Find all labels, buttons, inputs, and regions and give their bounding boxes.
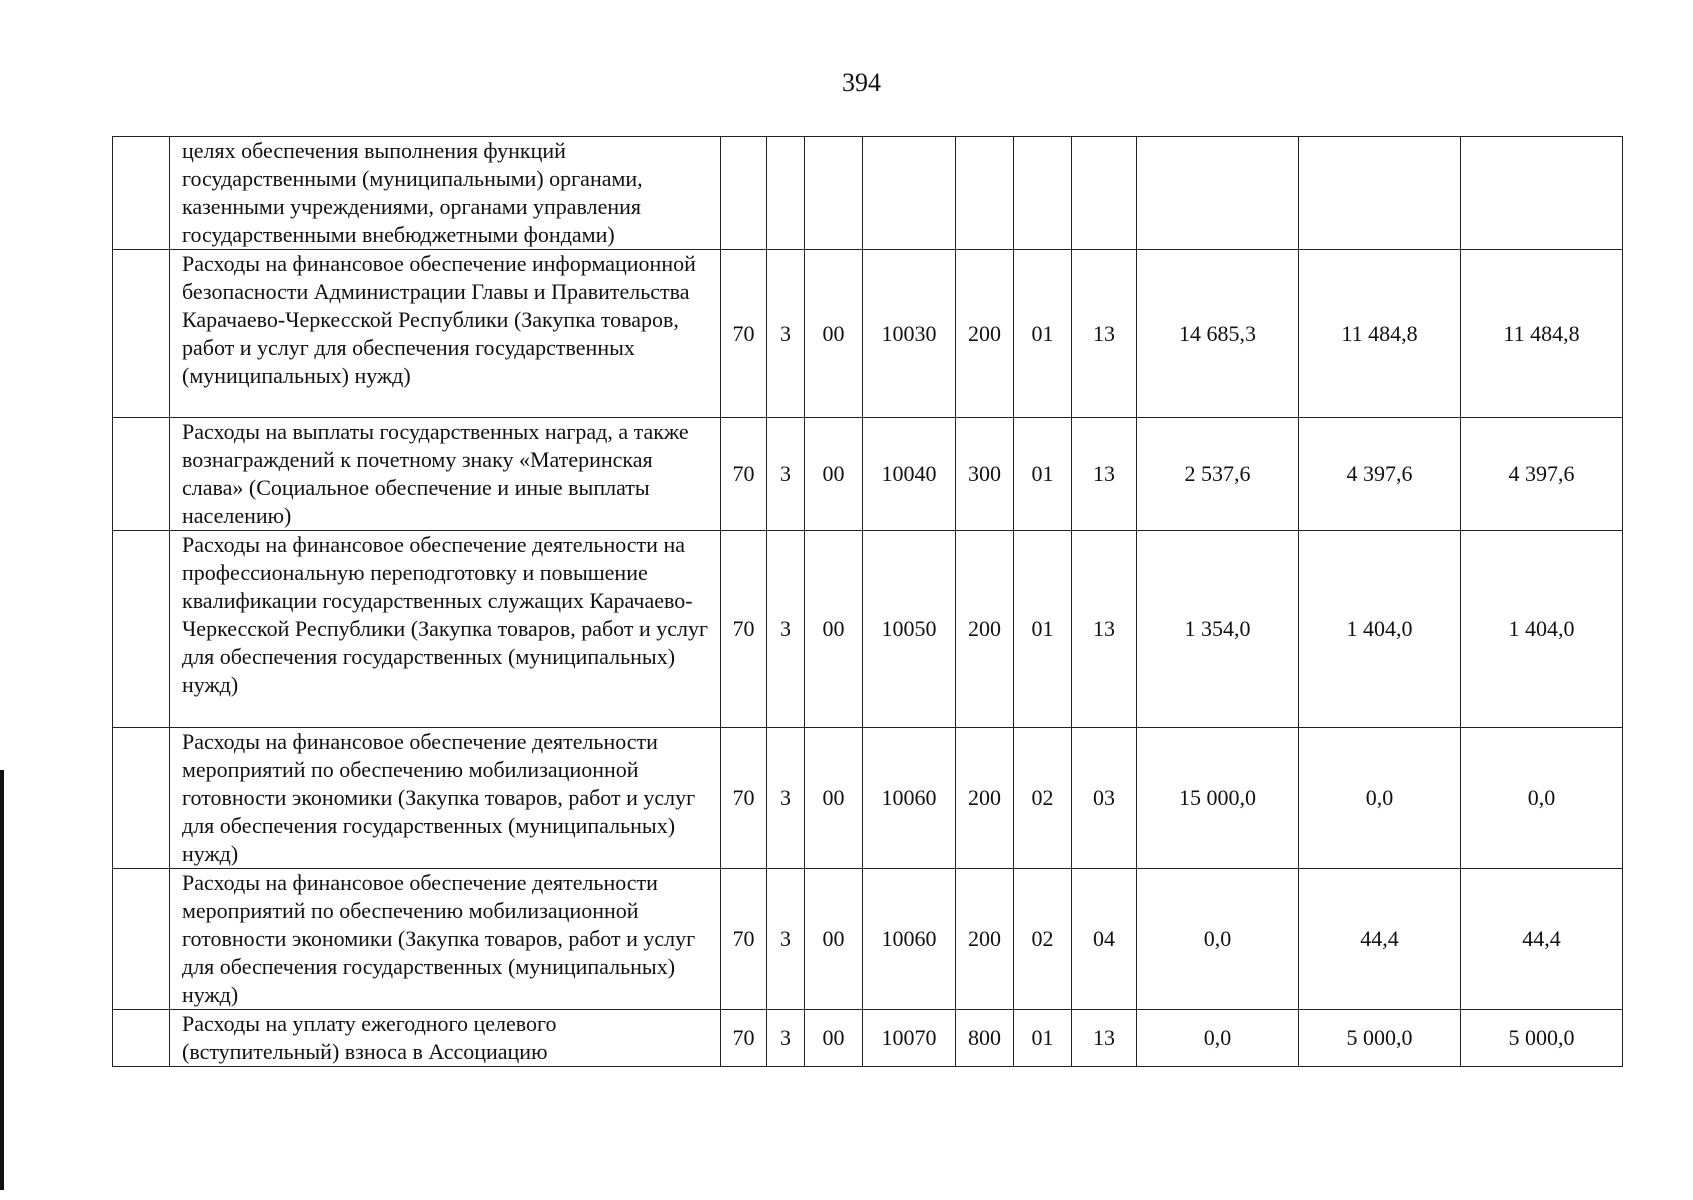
- amount-cell: 2 537,6: [1137, 418, 1299, 531]
- expense-description: Расходы на финансовое обеспечение деятельности на профессиональную переподготовку и повышение квалификации государственных служащих Карачаево-Черкесской Республики (Закупка товаров, работ и услуг для обеспечения государственных (муниципальных) нужд): [170, 531, 721, 728]
- amount-cell: 5 000,0: [1461, 1010, 1623, 1067]
- table-row: [113, 250, 1623, 418]
- code-cell: 10040: [863, 418, 956, 531]
- amount-cell: 11 484,8: [1461, 250, 1623, 418]
- code-cell: 00: [805, 418, 863, 531]
- row-number: [113, 250, 170, 418]
- code-cell: 200: [956, 531, 1014, 728]
- amount-cell: 5 000,0: [1299, 1010, 1461, 1067]
- code-cell: 70: [721, 250, 767, 418]
- amount-cell: 0,0: [1299, 728, 1461, 869]
- amount-cell: [1137, 137, 1299, 250]
- code-cell: 200: [956, 728, 1014, 869]
- code-cell: 01: [1014, 418, 1072, 531]
- code-cell: 3: [767, 418, 805, 531]
- row-number: [113, 869, 170, 1010]
- code-cell: 10030: [863, 250, 956, 418]
- amount-cell: 0,0: [1137, 1010, 1299, 1067]
- code-cell: 200: [956, 869, 1014, 1010]
- code-cell: [721, 137, 767, 250]
- amount-cell: 4 397,6: [1299, 418, 1461, 531]
- code-cell: [956, 137, 1014, 250]
- amount-cell: 11 484,8: [1299, 250, 1461, 418]
- code-cell: [767, 137, 805, 250]
- code-cell: 3: [767, 728, 805, 869]
- code-cell: 13: [1072, 531, 1137, 728]
- code-cell: 00: [805, 869, 863, 1010]
- expense-description: Расходы на финансовое обеспечение деятельности мероприятий по обеспечению мобилизационной готовности экономики (Закупка товаров, работ и услуг для обеспечения государственных (муниципальных) нужд): [170, 869, 721, 1010]
- row-number: [113, 418, 170, 531]
- table-row: [113, 869, 1623, 1010]
- amount-cell: 44,4: [1461, 869, 1623, 1010]
- page-number: 394: [842, 68, 881, 97]
- code-cell: 70: [721, 728, 767, 869]
- expense-description: Расходы на выплаты государственных наград, а также вознаграждений к почетному знаку «Материнская слава» (Социальное обеспечение и иные выплаты населению): [170, 418, 721, 531]
- table-row: [113, 418, 1623, 531]
- table-row: [113, 137, 1623, 250]
- code-cell: 00: [805, 250, 863, 418]
- expense-description: Расходы на финансовое обеспечение деятельности мероприятий по обеспечению мобилизационной готовности экономики (Закупка товаров, работ и услуг для обеспечения государственных (муниципальных) нужд): [170, 728, 721, 869]
- expense-description: Расходы на финансовое обеспечение информационной безопасности Администрации Главы и Правительства Карачаево-Черкесской Республики (Закупка товаров, работ и услуг для обеспечения государственных (муниципальных) нужд): [170, 250, 721, 418]
- code-cell: 10060: [863, 728, 956, 869]
- code-cell: 00: [805, 531, 863, 728]
- code-cell: 02: [1014, 728, 1072, 869]
- amount-cell: 14 685,3: [1137, 250, 1299, 418]
- amount-cell: 1 404,0: [1299, 531, 1461, 728]
- code-cell: 70: [721, 418, 767, 531]
- row-number: [113, 1010, 170, 1067]
- expense-description: целях обеспечения выполнения функций государственными (муниципальными) органами, казенными учреждениями, органами управления государственными внебюджетными фондами): [170, 137, 721, 250]
- code-cell: 800: [956, 1010, 1014, 1067]
- code-cell: 3: [767, 250, 805, 418]
- amount-cell: [1461, 137, 1623, 250]
- budget-table: [112, 136, 1623, 1067]
- code-cell: 70: [721, 531, 767, 728]
- amount-cell: 44,4: [1299, 869, 1461, 1010]
- code-cell: 10060: [863, 869, 956, 1010]
- table-row: [113, 728, 1623, 869]
- amount-cell: 1 354,0: [1137, 531, 1299, 728]
- amount-cell: 0,0: [1137, 869, 1299, 1010]
- amount-cell: 1 404,0: [1461, 531, 1623, 728]
- code-cell: 70: [721, 1010, 767, 1067]
- code-cell: 03: [1072, 728, 1137, 869]
- code-cell: 13: [1072, 250, 1137, 418]
- code-cell: 04: [1072, 869, 1137, 1010]
- code-cell: 70: [721, 869, 767, 1010]
- amount-cell: 4 397,6: [1461, 418, 1623, 531]
- code-cell: 01: [1014, 250, 1072, 418]
- amount-cell: 15 000,0: [1137, 728, 1299, 869]
- row-number: [113, 728, 170, 869]
- code-cell: 10050: [863, 531, 956, 728]
- expense-description: Расходы на уплату ежегодного целевого (вступительный) взноса в Ассоциацию: [170, 1010, 721, 1067]
- code-cell: [1072, 137, 1137, 250]
- code-cell: 3: [767, 1010, 805, 1067]
- code-cell: 02: [1014, 869, 1072, 1010]
- code-cell: 10070: [863, 1010, 956, 1067]
- code-cell: 300: [956, 418, 1014, 531]
- code-cell: 13: [1072, 418, 1137, 531]
- row-number: [113, 531, 170, 728]
- code-cell: 200: [956, 250, 1014, 418]
- amount-cell: [1299, 137, 1461, 250]
- code-cell: 01: [1014, 1010, 1072, 1067]
- code-cell: [1014, 137, 1072, 250]
- table-row: [113, 1010, 1623, 1067]
- scan-edge-mark: [0, 770, 4, 1190]
- row-number: [113, 137, 170, 250]
- amount-cell: 0,0: [1461, 728, 1623, 869]
- code-cell: 3: [767, 531, 805, 728]
- table-row: [113, 531, 1623, 728]
- code-cell: [863, 137, 956, 250]
- code-cell: 00: [805, 1010, 863, 1067]
- code-cell: 01: [1014, 531, 1072, 728]
- code-cell: [805, 137, 863, 250]
- code-cell: 3: [767, 869, 805, 1010]
- code-cell: 13: [1072, 1010, 1137, 1067]
- code-cell: 00: [805, 728, 863, 869]
